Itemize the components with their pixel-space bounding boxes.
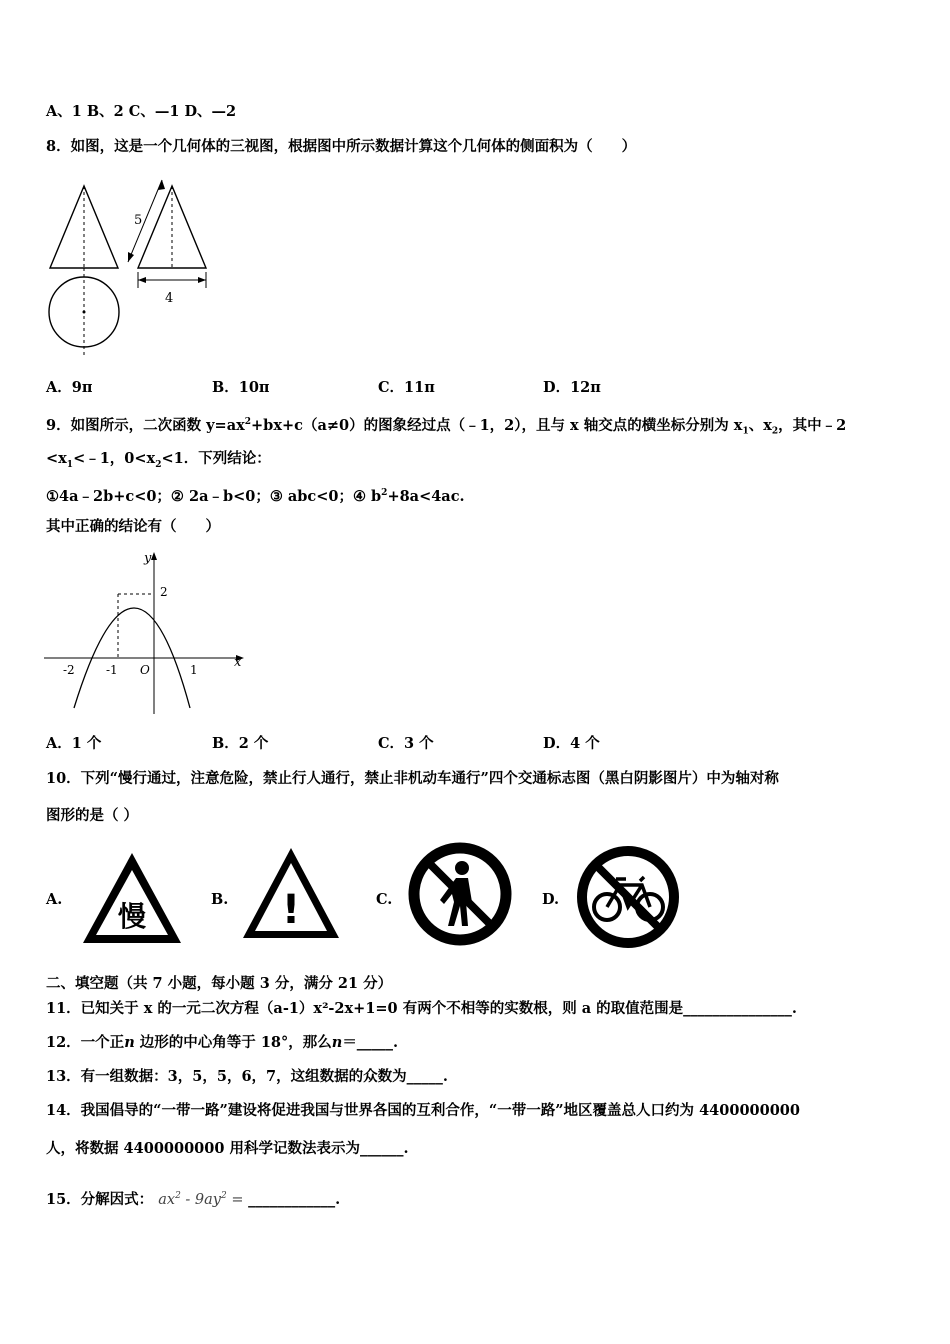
- q10-label-b: B.: [211, 891, 229, 908]
- q8-option-d: D．12π: [543, 379, 601, 396]
- origin-label: O: [140, 663, 150, 677]
- q8-option-c: C．11π: [378, 379, 435, 396]
- three-view-figure: [44, 172, 216, 358]
- q10-label-a: A.: [46, 891, 63, 908]
- tick-minus1: -1: [106, 663, 118, 677]
- base-label: 4: [165, 291, 174, 306]
- q15-expression: $ax^2 - 9ay^2$ =: [158, 1191, 249, 1208]
- q9-option-d: D．4 个: [543, 735, 600, 752]
- section-2-heading: 二、填空题（共 7 小题，每小题 3 分，满分 21 分）: [46, 975, 393, 992]
- q11: 11．已知关于 x 的一元二次方程（a-1）x²-2x+1=0 有两个不相等的实数根，则 a 的取值范围是_______________.: [46, 1000, 797, 1017]
- slant-label: 5: [134, 213, 143, 228]
- sign-slow-text: 慢: [117, 900, 147, 933]
- q9-conclusions: ①4a﹣2b+c<0；② 2a﹣b<0；③ abc<0；④ $b^2+8a<4ac$.: [46, 487, 465, 505]
- sign-no-bicycle-icon: [574, 845, 682, 949]
- q9-option-c: C．3 个: [378, 735, 434, 752]
- q10-stem: 10．下列“慢行通过，注意危险，禁止行人通行，禁止非机动车通行”四个交通标志图（黑白阴影图片）中为轴对称: [46, 770, 779, 787]
- q9-stem-line2: $<x_1<﹣1$，$0<x_2<1$．下列结论：: [46, 450, 271, 470]
- q9-option-a: A．1 个: [46, 735, 102, 752]
- parabola-graph: [44, 548, 246, 716]
- q9-option-b: B．2 个: [212, 735, 269, 752]
- q9-question: 其中正确的结论有（ ）: [46, 518, 220, 535]
- q8-option-a: A．9π: [46, 379, 93, 396]
- q14-line2: 人，将数据 4400000000 用科学记数法表示为______.: [46, 1140, 409, 1157]
- q9-stem: 9．如图所示，二次函数 $y=ax^2+bx+c(a\ne 0)$的图象经过点（﹣1，2），且与 x 轴交点的横坐标分别为 $x_1$、$x_2$，其中﹣2: [46, 416, 847, 437]
- q10-label-c: C.: [376, 891, 393, 908]
- y-axis-label: y: [144, 551, 152, 566]
- q10-stem-line2: 图形的是（ ）: [46, 807, 139, 824]
- tick-minus2: -2: [63, 663, 75, 677]
- sign-no-pedestrian-icon: [406, 840, 514, 948]
- q10-label-d: D.: [542, 891, 560, 908]
- q14-line1: 14．我国倡导的“一带一路”建设将促进我国与世界各国的互利合作，“一带一路”地区覆盖总人口约为 4400000000: [46, 1102, 800, 1119]
- q7-options: A、1 B、2 C、—1 D、—2: [46, 103, 237, 120]
- x-axis-label: x: [234, 655, 242, 670]
- q12: 12．一个正n 边形的中心角等于 18°，那么n＝_____.: [46, 1034, 399, 1051]
- sign-warning-text: !: [281, 887, 301, 933]
- tick-1: 1: [190, 663, 198, 677]
- value-2: 2: [160, 585, 168, 599]
- sign-warning-icon: [240, 845, 342, 941]
- q8-stem: 8．如图，这是一个几何体的三视图，根据图中所示数据计算这个几何体的侧面积为（ ）: [46, 138, 637, 155]
- q8-option-b: B．10π: [212, 379, 270, 396]
- sign-slow-icon: [80, 850, 184, 946]
- q15: 15．分解因式： $ax^2 - 9ay^2$ = ____________.: [46, 1190, 341, 1208]
- q13: 13．有一组数据：3，5，5，6，7，这组数据的众数为_____.: [46, 1068, 448, 1085]
